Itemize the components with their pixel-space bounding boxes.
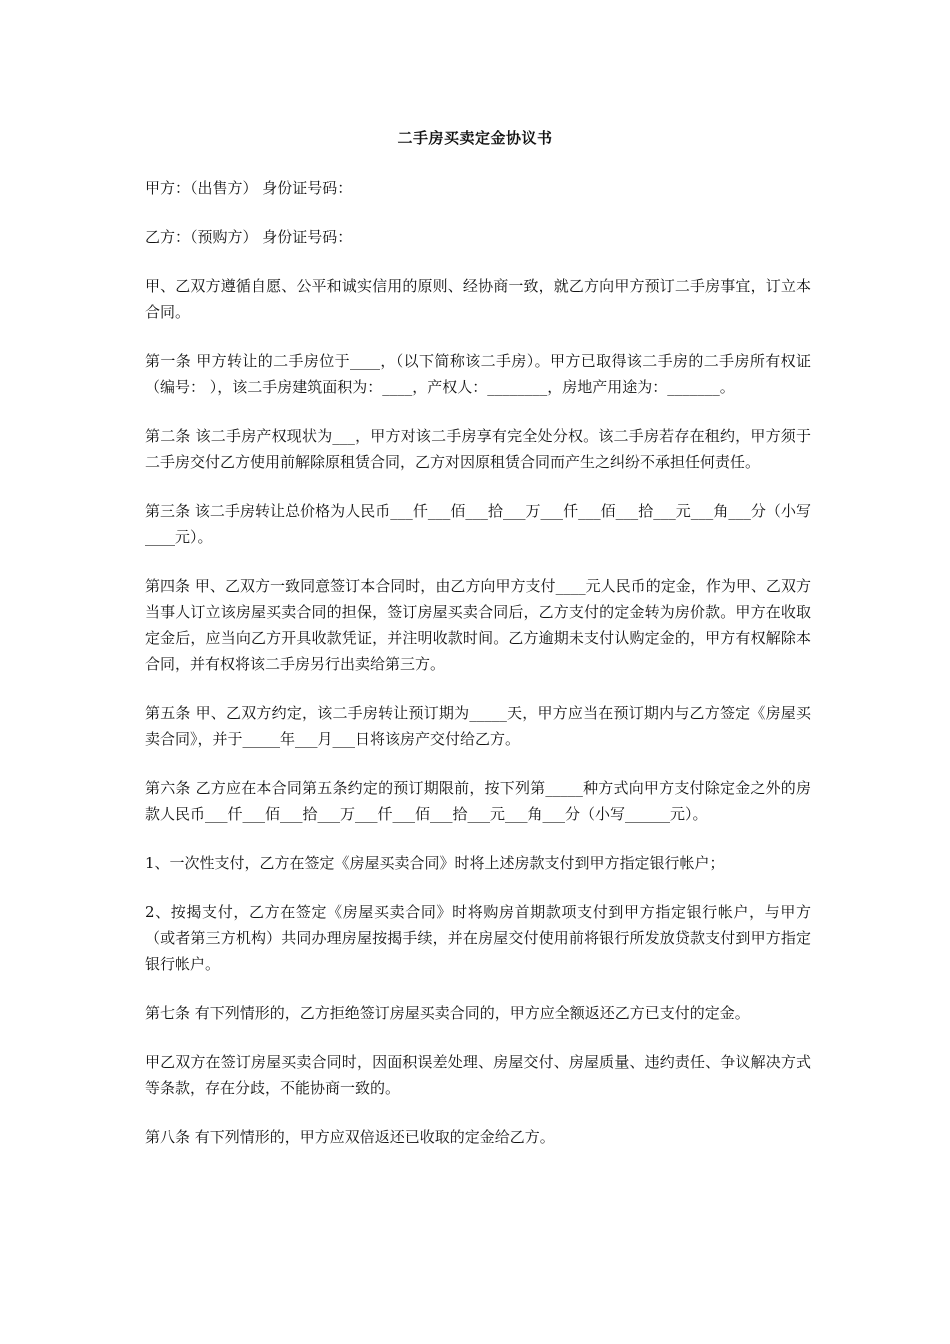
article-6-paragraph: 第六条 乙方应在本合同第五条约定的预订期限前，按下列第_____种方式向甲方支付除定金之外的房款人民币___仟___佰___拾___万___仟___佰___拾___元___角___分（小写______元）。 — [145, 779, 811, 823]
preamble-paragraph: 甲、乙双方遵循自愿、公平和诚实信用的原则、经协商一致，就乙方向甲方预订二手房事宜，订立本合同。 — [145, 277, 811, 321]
article-1-paragraph: 第一条 甲方转让的二手房位于____，（以下简称该二手房）。甲方已取得该二手房的二手房所有权证（编号： ），该二手房建筑面积为：____，产权人：________，房地产用途为：_______。 — [145, 352, 811, 396]
party-a-line: 甲方：（出售方） 身份证号码： — [145, 179, 353, 197]
payment-option-1: 1、一次性支付，乙方在签定《房屋买卖合同》时将上述房款支付到甲方指定银行帐户； — [145, 854, 725, 872]
article-2-paragraph: 第二条 该二手房产权现状为___，甲方对该二手房享有完全处分权。该二手房若存在租约，甲方须于二手房交付乙方使用前解除原租赁合同，乙方对因原租赁合同而产生之纠纷不承担任何责任。 — [145, 427, 811, 471]
article-7-paragraph: 第七条 有下列情形的，乙方拒绝签订房屋买卖合同的，甲方应全额返还乙方已支付的定金。 — [145, 1004, 750, 1022]
party-b-line: 乙方：（预购方） 身份证号码： — [145, 228, 353, 246]
article-8-paragraph: 第八条 有下列情形的，甲方应双倍返还已收取的定金给乙方。 — [145, 1128, 555, 1146]
article-7-condition: 甲乙双方在签订房屋买卖合同时，因面积误差处理、房屋交付、房屋质量、违约责任、争议解决方式等条款，存在分歧，不能协商一致的。 — [145, 1053, 811, 1097]
payment-option-2: 2、按揭支付，乙方在签定《房屋买卖合同》时将购房首期款项支付到甲方指定银行帐户，与甲方（或者第三方机构）共同办理房屋按揭手续，并在房屋交付使用前将银行所发放贷款支付到甲方指定银行帐户。 — [145, 903, 811, 973]
document-body — [145, 175, 811, 1173]
article-5-paragraph: 第五条 甲、乙双方约定，该二手房转让预订期为_____天，甲方应当在预订期内与乙方签定《房屋买卖合同》，并于_____年___月___日将该房产交付给乙方。 — [145, 704, 811, 748]
article-3-paragraph: 第三条 该二手房转让总价格为人民币___仟___佰___拾___万___仟___佰___拾___元___角___分（小写____元）。 — [145, 502, 811, 546]
document-title: 二手房买卖定金协议书 — [397, 129, 553, 147]
article-4-paragraph: 第四条 甲、乙双方一致同意签订本合同时，由乙方向甲方支付____元人民币的定金，作为甲、乙双方当事人订立该房屋买卖合同的担保，签订房屋买卖合同后，乙方支付的定金转为房价款。甲方在收取定金后，应当向乙方开具收款凭证，并注明收款时间。乙方逾期未支付认购定金的，甲方有权解除本合同，并有权将该二手房另行出卖给第三方。 — [145, 577, 811, 673]
